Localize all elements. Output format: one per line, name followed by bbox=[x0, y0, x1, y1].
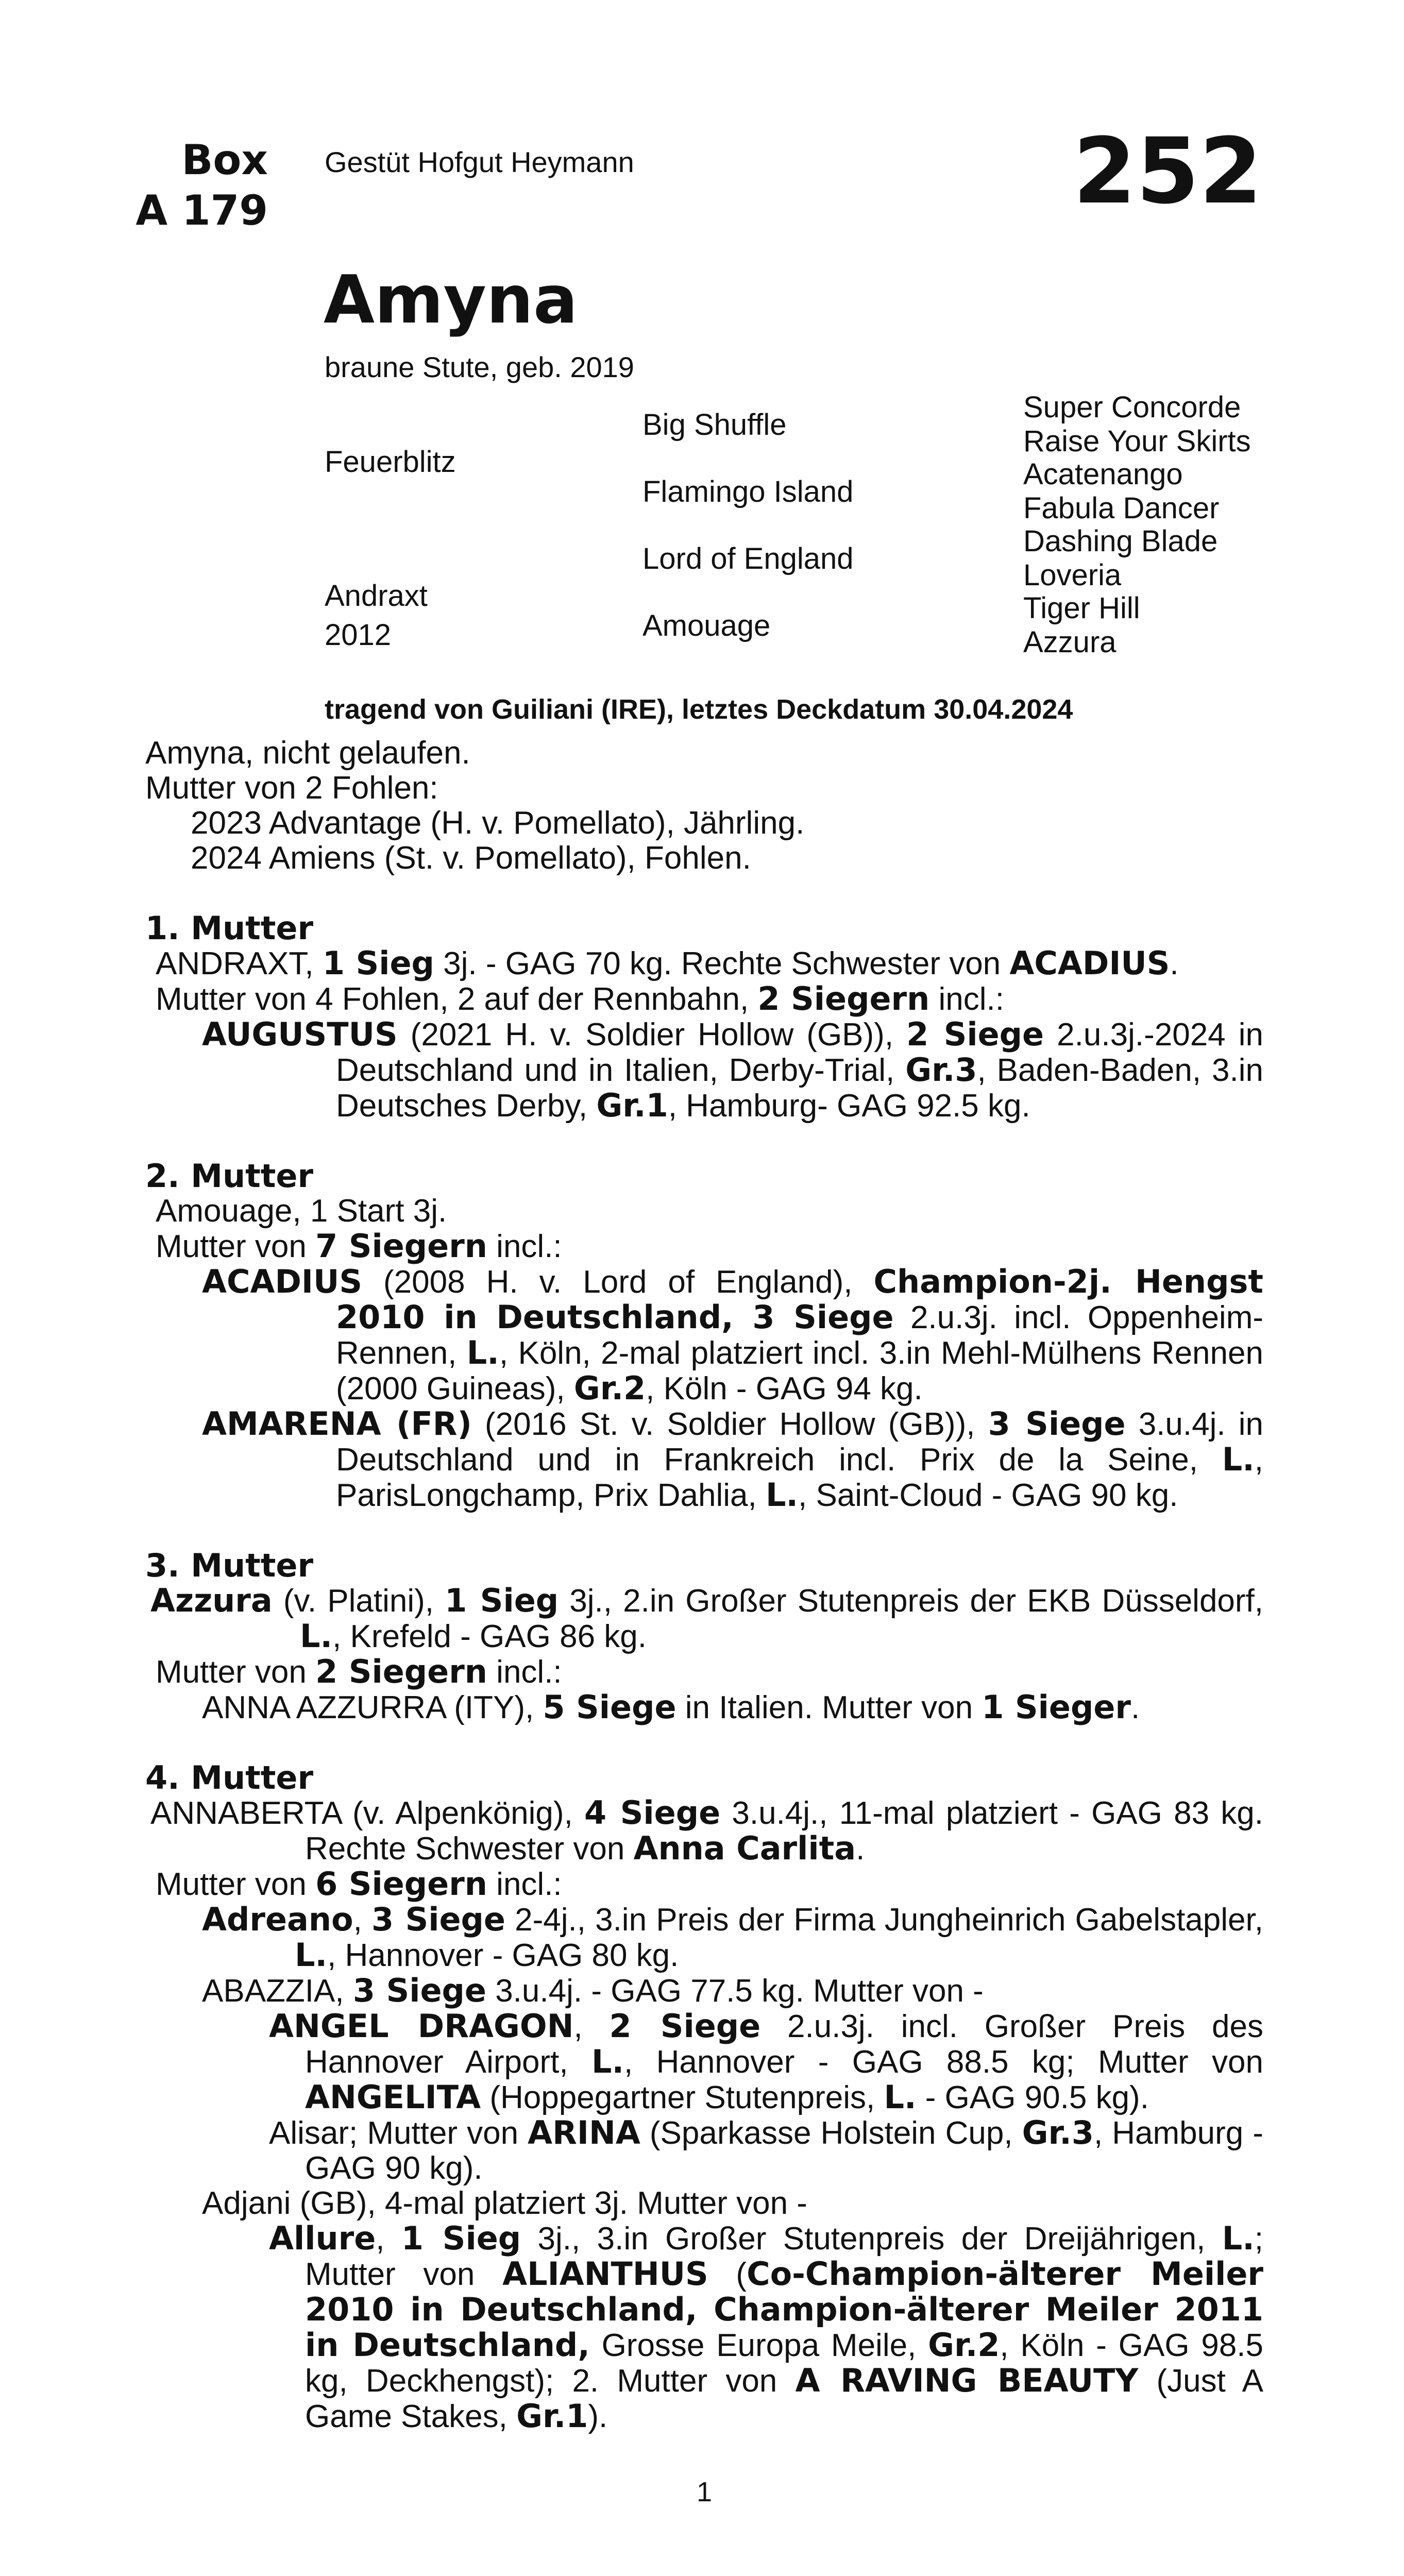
pedigree-gen2-item: Big Shuffle bbox=[642, 408, 787, 442]
pedigree-gen2-item: Flamingo Island bbox=[642, 475, 854, 509]
owner-name: Gestüt Hofgut Heymann bbox=[325, 146, 634, 178]
pedigree-gen3-item: Acatenango bbox=[1023, 457, 1183, 491]
pedigree-gen3-item: Azzura bbox=[1023, 625, 1117, 659]
dam1-line: Mutter von 4 Fohlen, 2 auf der Rennbahn, 2 Siegern incl.: bbox=[156, 980, 1004, 1018]
dam3-heading: 3. Mutter bbox=[145, 1547, 314, 1584]
pedigree-sire: Feuerblitz bbox=[325, 445, 456, 479]
intro-line: Mutter von 2 Fohlen: bbox=[145, 770, 438, 806]
dam4-heading: 4. Mutter bbox=[145, 1759, 314, 1797]
horse-name: Amyna bbox=[324, 262, 578, 338]
dam2-heading: 2. Mutter bbox=[145, 1157, 314, 1195]
dam1-offspring: AUGUSTUS (2021 H. v. Soldier Hollow (GB)), 2 Siege 2.u.3j.-2024 in Deutschland und in Italien, Derby-Trial, Gr.3, Baden-Baden, 3.in Deutsches Derby, Gr.1, Hamburg- GAG 92.5 kg. bbox=[202, 1015, 1263, 1124]
dam4-line: Mutter von 6 Siegern incl.: bbox=[156, 1865, 562, 1903]
dam3-line: Azzura (v. Platini), 1 Sieg 3j., 2.in Großer Stutenpreis der EKB Düsseldorf, L., Krefeld - GAG 86 kg. bbox=[150, 1582, 1264, 1655]
foal-entry: 2024 Amiens (St. v. Pomellato), Fohlen. bbox=[191, 840, 751, 876]
box-number: A 179 bbox=[136, 187, 268, 234]
pedigree-gen3-item: Super Concorde bbox=[1023, 391, 1241, 424]
foal-entry: 2023 Advantage (H. v. Pomellato), Jährling. bbox=[191, 805, 805, 841]
pedigree-dam: Andraxt bbox=[325, 579, 428, 613]
horse-description: braune Stute, geb. 2019 bbox=[325, 351, 634, 383]
dam4-grandoffspring: Alisar; Mutter von ARINA (Sparkasse Holstein Cup, Gr.3, Hamburg - GAG 90 kg). bbox=[269, 2114, 1263, 2186]
pedigree-gen3-item: Tiger Hill bbox=[1023, 591, 1140, 625]
dam1-heading: 1. Mutter bbox=[145, 909, 314, 947]
pedigree-gen3-item: Dashing Blade bbox=[1023, 524, 1218, 558]
page-number: 1 bbox=[697, 2477, 713, 2507]
dam2-offspring: AMARENA (FR) (2016 St. v. Soldier Hollow (GB)), 3 Siege 3.u.4j. in Deutschland und in Frankreich incl. Prix de la Seine, L., ParisLongchamp, Prix Dahlia, L., Saint-Cloud - GAG 90 kg. bbox=[202, 1405, 1263, 1514]
dam4-line: ANNABERTA (v. Alpenkönig), 4 Siege 3.u.4j., 11-mal platziert - GAG 83 kg. Rechte Schwester von Anna Carlita. bbox=[150, 1794, 1263, 1867]
lot-number: 252 bbox=[1073, 118, 1262, 224]
dam1-line: ANDRAXT, 1 Sieg 3j. - GAG 70 kg. Rechte Schwester von ACADIUS. bbox=[156, 944, 1179, 982]
pedigree-gen3-item: Loveria bbox=[1023, 558, 1122, 592]
pregnancy-note: tragend von Guiliani (IRE), letztes Deckdatum 30.04.2024 bbox=[325, 694, 1073, 725]
pedigree-gen3-item: Fabula Dancer bbox=[1023, 492, 1220, 525]
intro-line: Amyna, nicht gelaufen. bbox=[145, 735, 470, 771]
dam4-offspring: ABAZZIA, 3 Siege 3.u.4j. - GAG 77.5 kg. Mutter von - bbox=[202, 1972, 984, 2009]
dam3-offspring: ANNA AZZURRA (ITY), 5 Siege in Italien. Mutter von 1 Sieger. bbox=[202, 1688, 1140, 1726]
family-text bbox=[145, 736, 1263, 2434]
dam3-line: Mutter von 2 Siegern incl.: bbox=[156, 1653, 562, 1690]
pedigree-gen2-item: Amouage bbox=[642, 609, 771, 642]
box-label bbox=[103, 135, 268, 236]
dam4-grandoffspring: ANGEL DRAGON, 2 Siege 2.u.3j. incl. Großer Preis des Hannover Airport, L., Hannover - GAG 88.5 kg; Mutter von ANGELITA (Hoppegartner Stutenpreis, L. - GAG 90.5 kg). bbox=[269, 2007, 1263, 2116]
box-word: Box bbox=[181, 136, 268, 184]
dam2-line: Mutter von 7 Siegern incl.: bbox=[156, 1227, 562, 1265]
dam4-grandoffspring: Allure, 1 Sieg 3j., 3.in Großer Stutenpreis der Dreijährigen, L.; Mutter von ALIANTHUS (Co-Champion-älterer Meiler 2010 in Deutschland, Champion-älterer Meiler 2011 in Deutschland, Grosse Europa Meile, Gr.2, Köln - GAG 98.5 kg, Deckhengst); 2. Mutter von A RAVING BEAUTY (Just A Game Stakes, Gr.1). bbox=[269, 2219, 1264, 2435]
dam2-line: Amouage, 1 Start 3j. bbox=[156, 1193, 447, 1229]
pedigree-dam-year: 2012 bbox=[325, 618, 392, 652]
pedigree-gen2-item: Lord of England bbox=[642, 542, 854, 575]
dam2-offspring: ACADIUS (2008 H. v. Lord of England), Champion-2j. Hengst 2010 in Deutschland, 3 Siege 2.u.3j. incl. Oppenheim-Rennen, L., Köln, 2-mal platziert incl. 3.in Mehl-Mülhens Rennen (2000 Guineas), Gr.2, Köln - GAG 94 kg. bbox=[202, 1263, 1263, 1407]
dam4-offspring: Adjani (GB), 4-mal platziert 3j. Mutter von - bbox=[202, 2185, 807, 2221]
dam4-offspring: Adreano, 3 Siege 2-4j., 3.in Preis der Firma Jungheinrich Gabelstapler, L., Hannover - GAG 80 kg. bbox=[202, 1901, 1263, 1974]
pedigree-gen3-item: Raise Your Skirts bbox=[1023, 425, 1251, 458]
